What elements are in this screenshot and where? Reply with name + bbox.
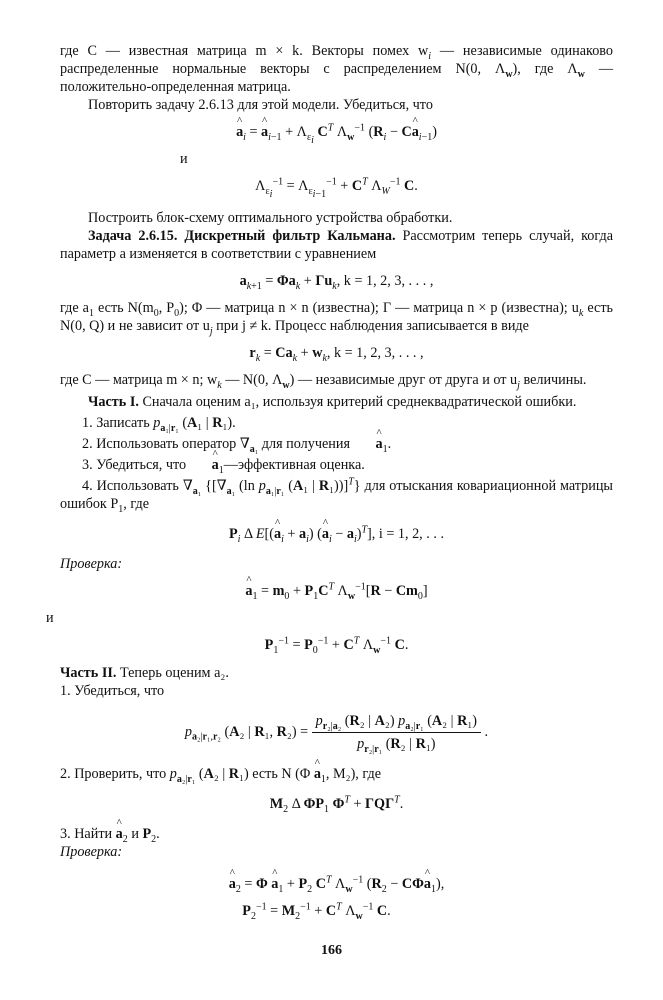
- step-ii-1: 1. Убедиться, что: [60, 683, 165, 699]
- step-4: 4. Использовать $\nabla_{a_1}$ {[$\nabla_{a_1}$ (ln $p_{a_1|r_1}$ (A₁ | R₁))]$^T$} для отыскания ковариационной матрицы ошибок $P_1$, где: [60, 476, 613, 515]
- paragraph-intro: где C — известная матрица m × k. Векторы помех $w_i$ — независимые одинаково распределенные нормальные векторы с распределением N(0, $\Lambda_w$), где $\Lambda_w$ — положительно-определенная матрица.: [60, 43, 614, 95]
- check-label-2: Проверка:: [60, 844, 123, 860]
- conjunction-and-2: и: [46, 610, 54, 626]
- equation-a1-check: ^ $a_1 = m_0 + P_1C^T$ $\Lambda_w^{-1}[R - Cm_0]$: [60, 582, 613, 600]
- step-2: 2. Использовать оператор $\nabla_{a_1}$ для получения ^ $a_1$.: [60, 435, 613, 453]
- page-body: [46, 42, 614, 929]
- equation-bayes: $p_{a_2|r_1,r_2}$ (A₂ | R₁, R₂) = $\frac{p_{r_2|a_2} (R_2 | A_2) p_{a_2|r_1} (A_2 | R_1)}{p_{r_2|r_1} (R_2 | R_1)}$ .: [184, 713, 489, 755]
- step-ii-3: 3. Найти ^ $a_2$ и $P_2$.: [60, 825, 613, 843]
- paragraph-noise: где C — матрица m × n; $w_k$ — N(0, $\Lambda_w$) — независимые друг от друга и от $u_j$ величины.: [60, 372, 587, 391]
- paragraph-task: Задача 2.6.15. Дискретный фильтр Кальмана. Рассмотрим теперь случай, когда параметр a изменяется в соответствии с уравнением: [60, 228, 613, 262]
- step-1: 1. Записать $p_{a_1|r_1}$ (A₁ | R₁).: [82, 415, 236, 434]
- equation-state: $a_{k+1} = \Phi a_k + \Gamma u_k$, k = 1, 2, 3, . . . ,: [239, 273, 434, 292]
- step-ii-2: 2. Проверить, что $p_{a_2|r_1}$ (A₂ | R₁) есть N (Φ ^ $a_1$, M₂), где: [60, 765, 613, 783]
- equation-estimate: ^ $a_i$ = ^ $a_{i-1} + \Lambda_{\varepsilon_i}$ $C^T$ $\Lambda_w^{-1}$ ($R_i$ − C^ $a_{i-1}$): [60, 123, 613, 141]
- equation-a2-check: ^ $a_2 = \Phi$ ^ $a_1 + P_2$ $C^T$ $\Lambda_w^{-1}$ ($R_2$ − CΦ^ $a_1$),: [60, 875, 613, 893]
- page-number: 166: [321, 943, 342, 958]
- paragraph-definitions: где $a_1$ есть $N(m_0$, $P_0$); Φ — матрица n × n (известна); Γ — матрица n × p (известна); $u_k$ есть N(0, Q) и не зависит от $u_j$ при j ≠ k. Процесс наблюдения записывается в виде: [60, 300, 614, 337]
- equation-observation: $r_k = Ca_k + w_k$, k = 1, 2, 3, . . . ,: [249, 345, 424, 364]
- equation-p1-check: $P_1^{-1} = P_0^{-1} + C^T$ $\Lambda_w^{-1}$ C.: [264, 635, 409, 656]
- paragraph-repeat: Повторить задачу 2.6.13 для этой модели. Убедиться, что: [88, 97, 433, 113]
- part2-heading: Часть II. Теперь оценим a₂.: [60, 665, 229, 681]
- part1-heading: Часть I. Сначала оценим a₁, используя критерий среднеквадратической ошибки.: [88, 394, 577, 410]
- equation-p2-check: $P_2^{-1} = M_2^{-1} + C^T$ $\Lambda_w^{-1}$ C.: [242, 901, 391, 922]
- conjunction-and: и: [180, 151, 188, 167]
- paragraph-blockdiagram: Построить блок-схему оптимального устройства обработки.: [88, 210, 453, 226]
- equation-m2: $M_2$ Δ $\Phi P_1$ $\Phi^T + \Gamma Q\Gamma^T$.: [269, 794, 404, 815]
- equation-error-cov: $P_i$ Δ E[(^ $a_i + a_i$) (^ $a_i - a_i)^T$], i = 1, 2, . . .: [60, 525, 613, 543]
- equation-covariance: $\Lambda_{\varepsilon_i}^{-1} = \Lambda_{\varepsilon_{i-1}}^{-1} + C^T$ $\Lambda_W^{-1}$ C.: [255, 176, 418, 200]
- step-3: 3. Убедиться, что ^ $a_1—эффективная$ оценка.: [60, 456, 613, 474]
- check-label-1: Проверка:: [60, 556, 123, 572]
